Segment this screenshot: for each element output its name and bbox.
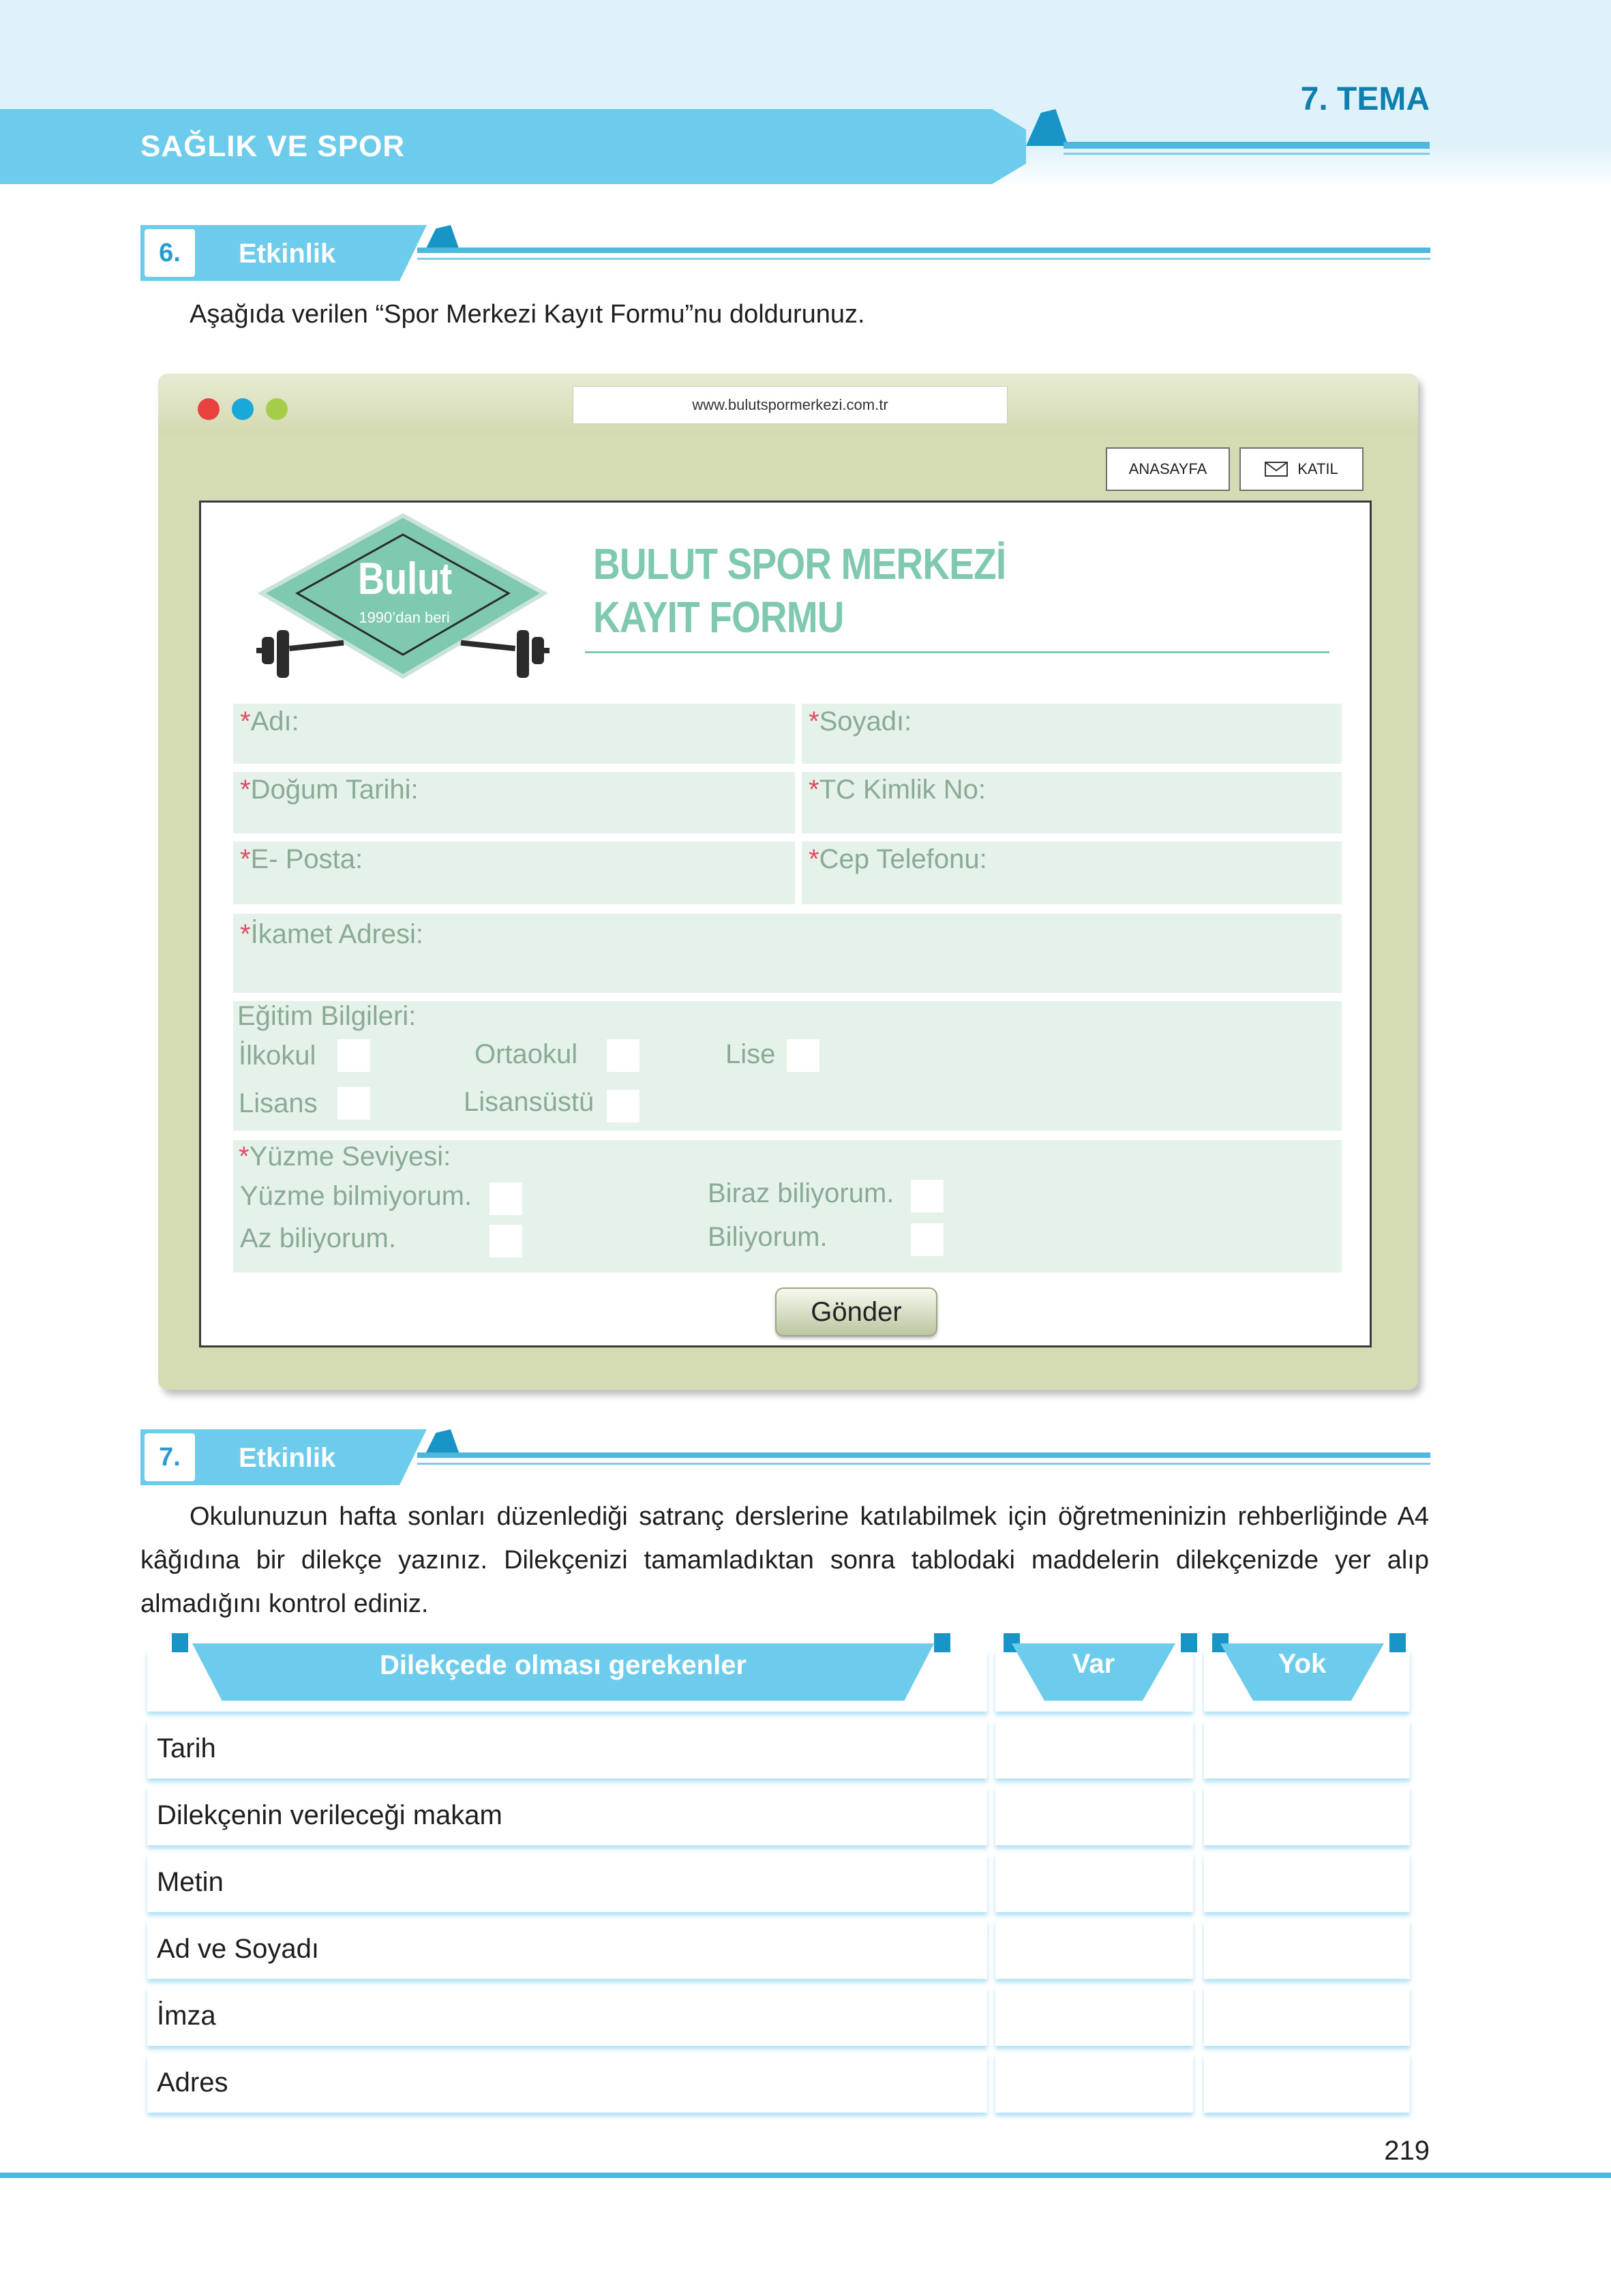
- last-name-label: Soyadı:: [819, 706, 912, 736]
- logo-since: 1990’dan beri: [359, 609, 450, 626]
- activity7-paragraph: Okulunuzun hafta sonları düzenlediği satranç derslerine katılabilmek için öğretmeninizin rehberliğinde A4 kâğıdına bir dilekçe yazınız. Dilekçenizi tamamladıktan sonra tablodaki maddelerin dilekçenizde yer alıp almadığını kontrol ediniz.: [140, 1502, 1429, 1618]
- yok-cell[interactable]: [1204, 1920, 1410, 1979]
- bachelor-checkbox[interactable]: [337, 1087, 370, 1120]
- var-cell[interactable]: [995, 1920, 1193, 1979]
- table-header-cell: [147, 1650, 987, 1712]
- page-number: 219: [1384, 2136, 1430, 2166]
- activity7-tab-fold: [426, 1429, 459, 1452]
- first-name-field[interactable]: *Adı:: [233, 704, 795, 764]
- address-label: İkamet Adresi:: [250, 919, 424, 949]
- section-title: SAĞLIK VE SPOR: [140, 130, 406, 163]
- table-header-cell: [1204, 1650, 1410, 1712]
- first-name-label: Adı:: [250, 706, 299, 736]
- activity7-rule: [417, 1452, 1430, 1458]
- submit-button[interactable]: [775, 1287, 937, 1337]
- high-school-checkbox[interactable]: [787, 1039, 819, 1072]
- table-item-label: Adres: [157, 2068, 228, 2098]
- education-option-label: İlkokul: [239, 1041, 316, 1071]
- logo-name: Bulut: [357, 553, 453, 603]
- submit-label: Gönder: [811, 1296, 902, 1327]
- activity6-rule: [417, 248, 1430, 253]
- table-header-fold: [1389, 1633, 1406, 1652]
- education-option-label: Lise: [725, 1039, 776, 1069]
- table-item-cell: [147, 1720, 987, 1778]
- theme-underline: [1064, 142, 1430, 149]
- table-header-cell: [995, 1650, 1193, 1712]
- form-title-line2: KAYIT FORMU: [593, 593, 844, 642]
- tc-id-field[interactable]: *TC Kimlik No:: [802, 772, 1342, 833]
- var-cell[interactable]: [995, 1720, 1193, 1778]
- cannot-swim-checkbox[interactable]: [490, 1182, 522, 1215]
- middle-school-checkbox[interactable]: [607, 1039, 639, 1072]
- url-bar[interactable]: www.bulutspormerkezi.com.tr: [573, 386, 1008, 424]
- minimize-dot-icon[interactable]: [232, 398, 254, 420]
- table-header-items: Dilekçede olması gerekenler: [379, 1650, 747, 1680]
- table-item-label: Tarih: [157, 1733, 216, 1763]
- education-title: Eğitim Bilgileri:: [237, 1001, 417, 1031]
- education-option-label: Lisansüstü: [464, 1087, 594, 1117]
- join-nav-label: KATIL: [1297, 460, 1338, 477]
- theme-underline-thin: [1064, 153, 1430, 155]
- form-title-line1: BULUT SPOR MERKEZİ: [593, 539, 1006, 588]
- primary-school-checkbox[interactable]: [337, 1039, 370, 1072]
- var-cell[interactable]: [995, 1787, 1193, 1845]
- yok-cell[interactable]: [1204, 1853, 1410, 1912]
- table-header-fold: [1181, 1633, 1197, 1652]
- activity6-rule-thin: [417, 258, 1430, 260]
- swimming-option-label: Yüzme bilmiyorum.: [240, 1181, 472, 1211]
- address-field[interactable]: *İkamet Adresi:: [233, 914, 1342, 993]
- email-label: E- Posta:: [250, 844, 363, 874]
- activity6-number: 6.: [140, 225, 199, 281]
- table-item-cell: [147, 1920, 987, 1979]
- yok-cell[interactable]: [1204, 1720, 1410, 1778]
- table-item-label: İmza: [157, 2001, 216, 2031]
- theme-label: 7. TEMA: [1300, 81, 1430, 117]
- birth-date-label: Doğum Tarihi:: [250, 775, 419, 805]
- home-nav-button[interactable]: [1106, 447, 1230, 491]
- activity7-label: Etkinlik: [239, 1443, 336, 1473]
- table-item-label: Dilekçenin verileceği makam: [157, 1800, 502, 1830]
- activity6-instruction: Aşağıda verilen “Spor Merkezi Kayıt Formu”nu doldurunuz.: [190, 300, 865, 329]
- table-item-cell: [147, 2054, 987, 2113]
- table-item-cell: [147, 1787, 987, 1845]
- table-item-cell: [147, 1853, 987, 1912]
- mobile-phone-field[interactable]: *Cep Telefonu:: [802, 841, 1342, 904]
- form-title-underline: [585, 651, 1329, 653]
- activity6-tab-fold: [426, 225, 459, 248]
- can-swim-checkbox[interactable]: [911, 1223, 944, 1256]
- yok-cell[interactable]: [1204, 1787, 1410, 1845]
- table-item-label: Metin: [157, 1867, 224, 1897]
- swimming-option-label: Biliyorum.: [708, 1222, 828, 1252]
- swimming-option-label: Az biliyorum.: [240, 1223, 396, 1253]
- swimming-title: *Yüzme Seviyesi:: [239, 1142, 451, 1172]
- close-dot-icon[interactable]: [198, 398, 220, 420]
- table-item-label: Ad ve Soyadı: [157, 1934, 319, 1964]
- var-cell[interactable]: [995, 2054, 1193, 2113]
- var-cell[interactable]: [995, 1987, 1193, 2046]
- table-header-var-label: Var: [1072, 1649, 1115, 1679]
- last-name-field[interactable]: *Soyadı:: [802, 704, 1342, 764]
- swim-a-bit-checkbox[interactable]: [911, 1180, 944, 1212]
- yok-cell[interactable]: [1204, 2054, 1410, 2113]
- activity7-number: 7.: [140, 1429, 199, 1485]
- activity6-label: Etkinlik: [239, 239, 336, 269]
- email-field[interactable]: *E- Posta:: [233, 841, 795, 904]
- yok-cell[interactable]: [1204, 1987, 1410, 2046]
- table-header-yok-label: Yok: [1278, 1649, 1327, 1679]
- footer-rule: [0, 2173, 1611, 2178]
- envelope-icon: [1265, 462, 1288, 477]
- postgraduate-checkbox[interactable]: [607, 1090, 639, 1122]
- birth-date-field[interactable]: *Doğum Tarihi:: [233, 772, 795, 833]
- education-option-label: Lisans: [239, 1088, 318, 1118]
- tc-id-label: TC Kimlik No:: [819, 775, 987, 805]
- maximize-dot-icon[interactable]: [266, 398, 288, 420]
- swim-little-checkbox[interactable]: [490, 1225, 522, 1257]
- join-nav-button[interactable]: [1239, 447, 1364, 491]
- var-cell[interactable]: [995, 1853, 1193, 1912]
- table-item-cell: [147, 1987, 987, 2046]
- education-option-label: Ortaokul: [475, 1039, 578, 1069]
- home-nav-label: ANASAYFA: [1128, 460, 1207, 477]
- activity7-rule-thin: [417, 1463, 1430, 1465]
- table-header-fold: [172, 1633, 188, 1652]
- mobile-phone-label: Cep Telefonu:: [819, 844, 987, 874]
- swimming-option-label: Biraz biliyorum.: [708, 1178, 894, 1208]
- table-header-fold: [934, 1633, 950, 1652]
